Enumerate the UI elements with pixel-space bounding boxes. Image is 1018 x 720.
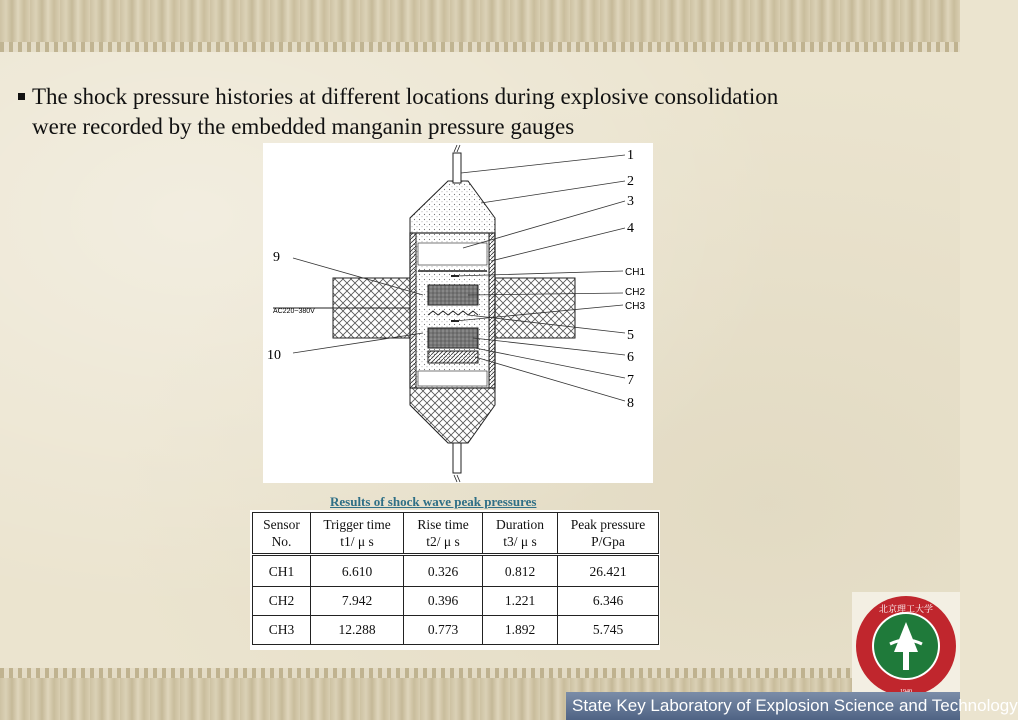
- header-rise-line2: t2/ μ s: [426, 534, 460, 549]
- bullet-line-1: The shock pressure histories at different locations during explosive consolidation: [32, 84, 779, 109]
- results-table: [252, 512, 659, 645]
- label-5: 5: [627, 328, 634, 343]
- header-sensor-line1: Sensor: [263, 517, 300, 532]
- decorative-top-border: [0, 0, 960, 52]
- label-1: 1: [627, 148, 634, 163]
- header-peak-pressure: [558, 513, 659, 555]
- cell-duration: 1.892: [483, 616, 558, 645]
- label-ch1: CH1: [625, 267, 646, 278]
- cell-sensor: CH1: [253, 555, 311, 587]
- cell-rise: 0.326: [404, 555, 483, 587]
- header-rise-line1: Rise time: [417, 517, 469, 532]
- cell-trigger: 6.610: [311, 555, 404, 587]
- results-table-container: [250, 510, 660, 650]
- cell-rise: 0.396: [404, 587, 483, 616]
- header-sensor-line2: No.: [271, 534, 292, 549]
- right-coil: [495, 278, 575, 338]
- header-duration-line1: Duration: [496, 517, 544, 532]
- lower-powder-sample: [428, 328, 478, 348]
- cell-duration: 1.221: [483, 587, 558, 616]
- logo-top-text: 北京理工大学: [878, 604, 934, 614]
- cell-peak: 26.421: [558, 555, 659, 587]
- label-ch3: CH3: [625, 301, 646, 312]
- header-rise-time: [404, 513, 483, 555]
- header-duration: [483, 513, 558, 555]
- cell-sensor: CH2: [253, 587, 311, 616]
- label-10: 10: [267, 348, 281, 363]
- bullet-line-2: were recorded by the embedded manganin pressure gauges: [32, 114, 575, 139]
- table-header-row: [253, 513, 659, 555]
- header-trigger-line1: Trigger time: [323, 517, 391, 532]
- cell-rise: 0.773: [404, 616, 483, 645]
- label-8: 8: [627, 396, 634, 411]
- top-charge-cone: [410, 181, 495, 233]
- consolidation-apparatus-diagram: [263, 143, 653, 483]
- table-caption: Results of shock wave peak pressures: [330, 494, 537, 509]
- cell-trigger: 7.942: [311, 587, 404, 616]
- bullet-square-icon: [18, 93, 25, 100]
- table-row: [253, 616, 659, 645]
- table-row: [253, 555, 659, 587]
- footer-lab-banner: State Key Laboratory of Explosion Science and Technology: [566, 692, 960, 720]
- table-row: [253, 587, 659, 616]
- cell-peak: 6.346: [558, 587, 659, 616]
- label-7: 7: [627, 373, 634, 388]
- header-peak-line1: Peak pressure: [570, 517, 646, 532]
- cell-duration: 0.812: [483, 555, 558, 587]
- header-trigger-line2: t1/ μ s: [340, 534, 374, 549]
- label-ch2: CH2: [625, 287, 646, 298]
- bit-university-logo: [852, 592, 960, 700]
- label-6: 6: [627, 350, 634, 365]
- label-2: 2: [627, 174, 634, 189]
- header-peak-line2: P/Gpa: [591, 534, 625, 549]
- cell-sensor: CH3: [253, 616, 311, 645]
- label-4: 4: [627, 221, 634, 236]
- cell-peak: 5.745: [558, 616, 659, 645]
- header-trigger-time: [311, 513, 404, 555]
- header-sensor: [253, 513, 311, 555]
- label-3: 3: [627, 194, 634, 209]
- header-duration-line2: t3/ μ s: [503, 534, 537, 549]
- label-voltage: AC220~380V: [273, 308, 315, 315]
- cell-trigger: 12.288: [311, 616, 404, 645]
- bottom-charge-cone: [410, 388, 495, 443]
- label-9: 9: [273, 250, 280, 265]
